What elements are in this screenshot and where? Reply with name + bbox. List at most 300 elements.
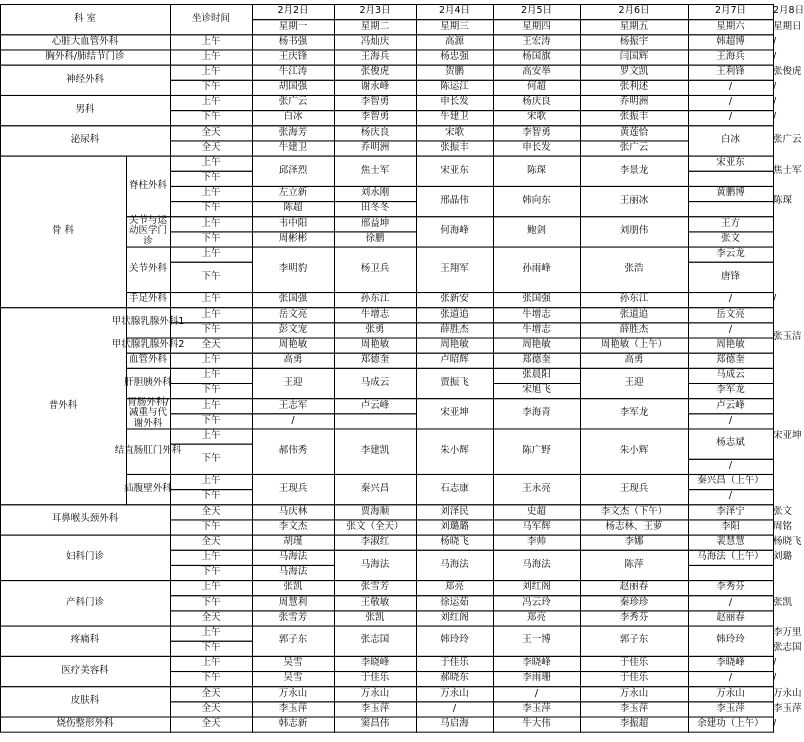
schedule-cell: 王丽冰 — [619, 194, 649, 206]
schedule-cell: 裴慧慧 — [716, 535, 745, 547]
schedule-cell: / — [773, 717, 777, 729]
schedule-cell: 张俊虎 — [773, 65, 802, 77]
schedule-cell: 刘朋伟 — [619, 225, 649, 237]
schedule-cell: 万永山 — [773, 687, 802, 699]
schedule-cell: 王宏涛 — [522, 35, 551, 47]
time-cell: 下午 — [201, 384, 221, 396]
time-cell: 下午 — [201, 452, 221, 464]
time-cell: 上午 — [201, 429, 221, 441]
time-cell: 上午 — [201, 581, 221, 593]
schedule-cell: 刘红阁 — [440, 611, 469, 623]
header-weekday: 星期二 — [360, 20, 390, 32]
schedule-cell: 张广云 — [773, 134, 802, 146]
time-cell: 上午 — [201, 399, 221, 411]
schedule-cell: 周艳敏 — [716, 338, 745, 350]
schedule-cell: 杨庆良 — [360, 126, 390, 138]
schedule-cell: 焦士军 — [773, 164, 802, 176]
schedule-cell: 李雨珊 — [522, 672, 551, 684]
schedule-cell: 杨书强 — [278, 35, 308, 47]
schedule-cell: 高勇 — [624, 354, 644, 366]
schedule-cell: 万永山 — [360, 687, 390, 699]
schedule-cell: 吴雪 — [283, 672, 303, 684]
schedule-cell: 张俊虎 — [360, 65, 390, 77]
time-cell: 全天 — [201, 141, 221, 153]
schedule-cell: 申长发 — [440, 96, 469, 108]
schedule-cell: 陈琛 — [773, 194, 793, 206]
dept-puwai: 普外科 — [48, 399, 78, 411]
header-weekday: 星期日 — [773, 20, 802, 32]
schedule-cell: 赵丽春 — [716, 611, 745, 623]
schedule-cell: 王利锋 — [716, 65, 745, 77]
schedule-cell: 牛江涛 — [278, 65, 308, 77]
schedule-cell: 薛胜杰 — [440, 323, 469, 335]
schedule-cell: / — [534, 687, 539, 699]
schedule-cell: / — [773, 35, 777, 47]
schedule-cell: 李泽宁 — [716, 505, 745, 517]
schedule-cell: 王永亮 — [522, 482, 551, 494]
schedule-cell: 张雪芳 — [278, 611, 308, 623]
dept-jiazhuang1: 甲状腺乳腺外科1 — [111, 316, 185, 328]
schedule-cell: 黄鹏博 — [716, 187, 745, 199]
time-cell: 全天 — [201, 505, 221, 517]
schedule-cell: 高安举 — [522, 65, 551, 77]
schedule-cell: 白冰 — [283, 111, 303, 123]
schedule-cell: 鲍剑 — [526, 225, 546, 237]
schedule-cell: 李玉萍 — [278, 702, 308, 714]
schedule-cell: / — [773, 111, 777, 123]
schedule-cell: 李军龙 — [619, 407, 649, 419]
schedule-cell: 黄莲恰 — [619, 126, 649, 138]
schedule-cell: 李文杰 — [278, 520, 308, 532]
time-cell: 上午 — [201, 354, 221, 366]
schedule-cell: 王海兵 — [360, 50, 390, 62]
schedule-cell: 王翔军 — [440, 263, 469, 275]
schedule-cell: 冯灿庆 — [360, 35, 390, 47]
schedule-cell: 周艳敏（上午） — [600, 338, 668, 350]
time-cell: 全天 — [201, 702, 221, 714]
schedule-cell: 孙东江 — [619, 293, 649, 305]
header-date: 2月2日 — [277, 5, 309, 17]
header-date: 2月4日 — [438, 5, 471, 17]
schedule-cell: 张道追 — [440, 308, 469, 320]
schedule-cell: 李玉萍 — [360, 702, 390, 714]
schedule-cell: / — [728, 323, 733, 335]
schedule-cell: 张雪芳 — [360, 581, 390, 593]
schedule-cell: 张新安 — [440, 293, 469, 305]
time-cell: 上午 — [201, 551, 221, 563]
schedule-cell: 张晨阳 — [522, 369, 551, 381]
time-cell: 上午 — [201, 369, 221, 381]
dept-xiongwai: 胸外科/肺结节门诊 — [45, 50, 125, 62]
schedule-cell: / — [728, 672, 733, 684]
schedule-cell: 焦士军 — [360, 164, 390, 176]
schedule-cell: 李帅 — [526, 535, 546, 547]
schedule-cell: 朱小辉 — [619, 444, 649, 456]
schedule-cell: 王迎 — [283, 376, 303, 388]
schedule-cell: 周艳敏 — [440, 338, 469, 350]
schedule-cell — [688, 171, 773, 186]
schedule-cell: 张文 — [773, 505, 793, 517]
schedule-cell: 马启海 — [440, 717, 469, 729]
schedule-cell: 徐鹏 — [365, 232, 385, 244]
dept-shaoshang: 烧伤整形外科 — [56, 717, 114, 729]
schedule-cell: 唐锋 — [720, 270, 740, 282]
schedule-cell: 郝伟秀 — [278, 444, 308, 456]
schedule-cell: 于佳乐 — [360, 672, 390, 684]
schedule-cell: 李云龙 — [716, 247, 745, 259]
schedule-cell: 张国强 — [522, 293, 551, 305]
schedule-cell: 李秀芬 — [619, 611, 649, 623]
schedule-cell: 牛增志 — [360, 308, 390, 320]
schedule-cell: / — [773, 50, 777, 62]
schedule-cell: / — [728, 490, 733, 502]
time-cell: 上午 — [201, 293, 221, 305]
dept-yundong: 关节与运动医学门诊 — [128, 214, 167, 247]
schedule-cell: 秦兴昌（上午） — [697, 475, 764, 487]
schedule-cell: 贾海顺 — [360, 505, 390, 517]
schedule-cell: 杨志林、王萝 — [605, 520, 663, 532]
schedule-cell — [688, 201, 773, 216]
schedule-cell: 陈广野 — [522, 444, 551, 456]
schedule-cell: 马海法 — [522, 558, 551, 570]
schedule-cell: 王一博 — [522, 634, 551, 646]
schedule-cell: 杨晓飞 — [440, 535, 469, 547]
schedule-cell: 李玉萍 — [773, 702, 802, 714]
schedule-cell: 胡瑾 — [283, 535, 303, 547]
schedule-cell: 贾振飞 — [440, 376, 469, 388]
schedule-cell: 闫国辉 — [619, 50, 649, 62]
schedule-cell: 张凯 — [283, 581, 303, 593]
time-cell: 下午 — [201, 81, 221, 93]
schedule-cell: 李秀芬 — [716, 581, 745, 593]
schedule-cell: 白冰 — [720, 134, 740, 146]
schedule-cell: / — [728, 414, 733, 426]
schedule-cell: 张道追 — [619, 308, 649, 320]
schedule-cell: 徐运茹 — [440, 596, 469, 608]
schedule-cell: 杨忠强 — [440, 50, 469, 62]
schedule-cell: 余建功（上午） — [697, 717, 764, 729]
schedule-cell: 张国强 — [278, 293, 308, 305]
schedule-cell: 宋歌 — [444, 126, 464, 138]
schedule-cell: 李晓峰 — [716, 657, 745, 669]
schedule-cell: 李明豹 — [278, 263, 308, 275]
schedule-cell: 张玉洁 — [773, 331, 802, 343]
schedule-cell: 朱小辉 — [440, 444, 469, 456]
schedule-cell: 王庆锋 — [278, 50, 308, 62]
schedule-cell: 李景龙 — [619, 164, 649, 176]
schedule-cell: 张文 — [720, 232, 740, 244]
schedule-cell: 杨振宇 — [619, 35, 649, 47]
schedule-cell: / — [452, 702, 457, 714]
schedule-cell: 张广云 — [619, 141, 649, 153]
dept-gandan: 肝胆胰外科 — [124, 376, 172, 388]
schedule-cell: 胡国强 — [278, 81, 308, 93]
schedule-cell: 万永山 — [619, 687, 649, 699]
schedule-cell: 乔明洲 — [360, 141, 390, 153]
schedule-cell: 万永山 — [278, 687, 308, 699]
schedule-cell: 韩向东 — [522, 194, 551, 206]
time-cell: 上午 — [201, 217, 221, 229]
schedule-cell: 郭子东 — [619, 634, 649, 646]
schedule-cell: 吴雪 — [283, 657, 303, 669]
schedule-cell: 马海法 — [278, 566, 308, 578]
dept-shouzu: 手足外科 — [128, 293, 167, 305]
schedule-cell: 张勇 — [365, 323, 385, 335]
time-cell: 上午 — [201, 657, 221, 669]
schedule-cell: 李淑红 — [360, 535, 390, 547]
schedule-cell: 秦珍珍 — [619, 596, 649, 608]
time-cell: 下午 — [201, 596, 221, 608]
time-cell: 上午 — [201, 65, 221, 77]
schedule-cell: 李振超 — [619, 717, 649, 729]
time-cell: 下午 — [201, 672, 221, 684]
schedule-cell — [334, 413, 416, 428]
schedule-cell: 郑德奎 — [522, 354, 551, 366]
schedule-cell: 张利述 — [619, 81, 649, 93]
schedule-cell: 高源 — [444, 35, 464, 47]
schedule-cell: 邱泽烈 — [278, 164, 308, 176]
dept-guanjie: 关节外科 — [128, 263, 167, 275]
schedule-cell: 高勇 — [283, 354, 303, 366]
schedule-cell: 陈运江 — [440, 81, 469, 93]
schedule-cell: 郭子东 — [278, 634, 308, 646]
schedule-cell: 李文杰（下午） — [600, 505, 668, 517]
schedule-cell: 郑亮 — [526, 611, 546, 623]
schedule-cell: 王海兵 — [716, 50, 745, 62]
schedule-cell: 牛增志 — [522, 323, 551, 335]
dept-weichang: 胃肠外科/减重与代谢外科 — [127, 396, 169, 429]
schedule-cell: 牛建卫 — [278, 141, 308, 153]
schedule-cell: 杨卫兵 — [360, 263, 390, 275]
schedule-cell: 郑亮 — [444, 581, 464, 593]
schedule-cell: 邢晶伟 — [440, 194, 469, 206]
schedule-cell: 马成云 — [716, 369, 745, 381]
schedule-cell: / — [291, 414, 295, 426]
schedule-cell: / — [728, 96, 733, 108]
schedule-cell: 刘璐 — [773, 551, 793, 563]
schedule-cell: 李玉萍 — [522, 702, 551, 714]
schedule-cell: 李建凯 — [360, 444, 390, 456]
time-cell: 上午 — [201, 247, 221, 259]
schedule-cell: 申长发 — [522, 141, 551, 153]
schedule-cell: 李智勇 — [360, 111, 390, 123]
schedule-cell: 王方 — [720, 217, 740, 229]
time-cell: 下午 — [201, 520, 221, 532]
schedule-cell: / — [773, 96, 777, 108]
schedule-cell: 陈琛 — [526, 164, 546, 176]
schedule-cell: 刘泽民 — [440, 505, 469, 517]
schedule-cell: 李阳 — [720, 520, 740, 532]
schedule-cell: 韩玲玲 — [716, 634, 745, 646]
schedule-cell: 李军龙 — [716, 384, 745, 396]
schedule-cell: 李玉萍 — [619, 702, 649, 714]
schedule-cell: 何海峰 — [440, 225, 469, 237]
schedule-cell: 韩超博 — [716, 35, 745, 47]
schedule-cell: 冯云玲 — [522, 596, 551, 608]
schedule-cell: 赵丽春 — [619, 581, 649, 593]
header-date: 2月7日 — [714, 5, 747, 17]
schedule-cell: / — [728, 293, 733, 305]
schedule-cell: / — [773, 657, 777, 669]
time-cell: 下午 — [201, 414, 221, 426]
schedule-cell: 罗文凯 — [619, 65, 649, 77]
schedule-cell: 薛胜杰 — [619, 323, 649, 335]
schedule-cell: 万永山 — [716, 687, 745, 699]
time-cell: 下午 — [201, 172, 221, 184]
schedule-cell: 周彬彬 — [278, 232, 308, 244]
schedule-cell: 宋亚坤 — [773, 429, 802, 441]
time-cell: 下午 — [201, 270, 221, 282]
schedule-cell: 乔明洲 — [619, 96, 649, 108]
dept-meirong: 医疗美容科 — [61, 664, 109, 676]
time-cell: 下午 — [201, 202, 221, 214]
schedule-cell: 李智勇 — [360, 96, 390, 108]
schedule-cell: 左立新 — [278, 187, 308, 199]
schedule-cell: 卢云峰 — [716, 399, 745, 411]
dept-pifu: 皮肤科 — [70, 695, 100, 707]
schedule-cell: / — [773, 293, 777, 305]
schedule-cell: 秦兴昌 — [360, 482, 390, 494]
time-cell: 全天 — [201, 687, 221, 699]
schedule-cell: 刘永刚 — [360, 187, 390, 199]
schedule-cell: 李晓峰 — [522, 657, 551, 669]
dept-erbi: 耳鼻喉头颈外科 — [51, 513, 119, 525]
schedule-cell: 周艳敏 — [278, 338, 308, 350]
schedule-cell: 杨国旗 — [522, 50, 551, 62]
schedule-cell: 马海法（上午） — [697, 551, 764, 563]
schedule-cell: 贺鹏 — [444, 65, 464, 77]
schedule-cell: 宋旭飞 — [522, 384, 551, 396]
schedule-cell: 李海青 — [522, 407, 551, 419]
schedule-cell: 马海法 — [440, 558, 469, 570]
schedule-cell: 王现兵 — [278, 482, 308, 494]
time-cell: 下午 — [201, 642, 221, 654]
schedule-cell: 张振丰 — [440, 141, 469, 153]
time-cell: 下午 — [201, 490, 221, 502]
schedule-cell: 韩志新 — [278, 717, 308, 729]
dept-jiazhuang2: 甲状腺乳腺外科2 — [111, 338, 185, 350]
schedule-cell: 张志国 — [360, 634, 390, 646]
schedule-cell: 张海芳 — [278, 126, 308, 138]
schedule-cell: 牛增志 — [522, 308, 551, 320]
schedule-cell: 刘红阁 — [522, 581, 551, 593]
time-cell: 上午 — [201, 475, 221, 487]
schedule-cell: 宋亚东 — [716, 156, 745, 168]
header-date: 2月5日 — [520, 5, 553, 17]
schedule-cell: 陈萍 — [624, 558, 644, 570]
schedule-cell: 于佳乐 — [619, 657, 649, 669]
schedule-cell: 石志康 — [440, 482, 469, 494]
schedule-cell: 邢益坤 — [360, 217, 390, 229]
header-weekday: 星期六 — [716, 20, 745, 32]
time-cell: 全天 — [201, 338, 221, 350]
schedule-cell: 牛大伟 — [522, 717, 551, 729]
schedule-cell: 周铭 — [773, 520, 793, 532]
schedule-cell: 韦中阳 — [278, 217, 308, 229]
time-cell: 上午 — [201, 35, 221, 47]
schedule-cell: 卢云峰 — [360, 399, 390, 411]
time-cell: 全天 — [201, 535, 221, 547]
header-weekday: 星期一 — [278, 20, 308, 32]
schedule-cell: / — [773, 81, 777, 93]
schedule-cell: 韩玲玲 — [440, 634, 469, 646]
schedule-cell: 田冬冬 — [360, 202, 390, 214]
schedule-cell: 马庆林 — [278, 505, 308, 517]
time-cell: 下午 — [201, 323, 221, 335]
schedule-cell: 卢昭辉 — [440, 354, 469, 366]
schedule-cell: 李娜 — [624, 535, 644, 547]
schedule-cell: 杨晓飞 — [773, 535, 802, 547]
schedule-cell: 张凯 — [773, 596, 793, 608]
schedule-cell — [688, 565, 773, 580]
dept-miniao: 泌尿科 — [70, 134, 100, 146]
schedule-cell: 窦昌伟 — [360, 717, 390, 729]
schedule-cell: 彭文宠 — [278, 323, 308, 335]
schedule-cell: 刘璐璐 — [440, 520, 469, 532]
time-cell: 上午 — [201, 156, 221, 168]
schedule-cell: 王志军 — [278, 399, 308, 411]
time-cell: 上午 — [201, 187, 221, 199]
dept-guke: 骨 科 — [51, 225, 75, 237]
dept-shan: 疝腹壁外科 — [124, 482, 172, 494]
schedule-cell: 于佳乐 — [440, 657, 469, 669]
dept-xinzang: 心脏大血管外科 — [51, 35, 119, 47]
time-cell: 下午 — [201, 566, 221, 578]
schedule-cell: 宋亚东 — [440, 164, 469, 176]
schedule-cell: 张振丰 — [619, 111, 649, 123]
schedule-cell: 孙东江 — [360, 293, 390, 305]
schedule-cell: 岳文亮 — [278, 308, 308, 320]
dept-shenjing: 神经外科 — [65, 73, 104, 85]
schedule-cell: 王敬敏 — [360, 596, 390, 608]
time-cell: 全天 — [201, 717, 221, 729]
schedule-cell: / — [773, 672, 777, 684]
dept-xueguan: 血管外科 — [128, 354, 167, 366]
schedule-cell: 张文（全天） — [346, 520, 404, 532]
time-cell: 下午 — [201, 232, 221, 244]
schedule-cell: 万永山 — [440, 687, 469, 699]
schedule-cell: 于佳乐 — [619, 672, 649, 684]
schedule-cell: 李智勇 — [522, 126, 551, 138]
header-time: 坐诊时间 — [191, 12, 230, 24]
time-cell: 上午 — [201, 626, 221, 638]
schedule-cell: 杨志斌 — [716, 437, 745, 449]
schedule-cell: 李万里 — [773, 626, 802, 638]
schedule-cell: 谢永峰 — [360, 81, 390, 93]
dept-chanke: 产科门诊 — [65, 596, 104, 608]
schedule-cell: 宋亚坤 — [440, 407, 469, 419]
schedule-cell: / — [728, 460, 733, 472]
header-date: 2月3日 — [359, 5, 391, 17]
schedule-cell: 张凯 — [365, 611, 385, 623]
header-weekday: 星期四 — [522, 20, 551, 32]
schedule-cell: 牛建卫 — [440, 111, 469, 123]
dept-nanke: 男科 — [75, 103, 95, 115]
header-weekday: 星期五 — [619, 20, 649, 32]
schedule-cell: 张志国 — [773, 642, 802, 654]
schedule-cell: / — [728, 596, 733, 608]
time-cell: 下午 — [201, 111, 221, 123]
header-date: 2月8日 — [773, 5, 804, 17]
header-weekday: 星期三 — [440, 20, 469, 32]
schedule-cell: 周艳敏 — [360, 338, 390, 350]
schedule-cell: / — [728, 81, 733, 93]
schedule-cell: 李晓峰 — [360, 657, 390, 669]
schedule-cell: 陈超 — [283, 202, 303, 214]
schedule-cell: 李玉萍 — [716, 702, 745, 714]
dept-fuke: 妇科门诊 — [65, 551, 104, 563]
time-cell: 上午 — [201, 308, 221, 320]
